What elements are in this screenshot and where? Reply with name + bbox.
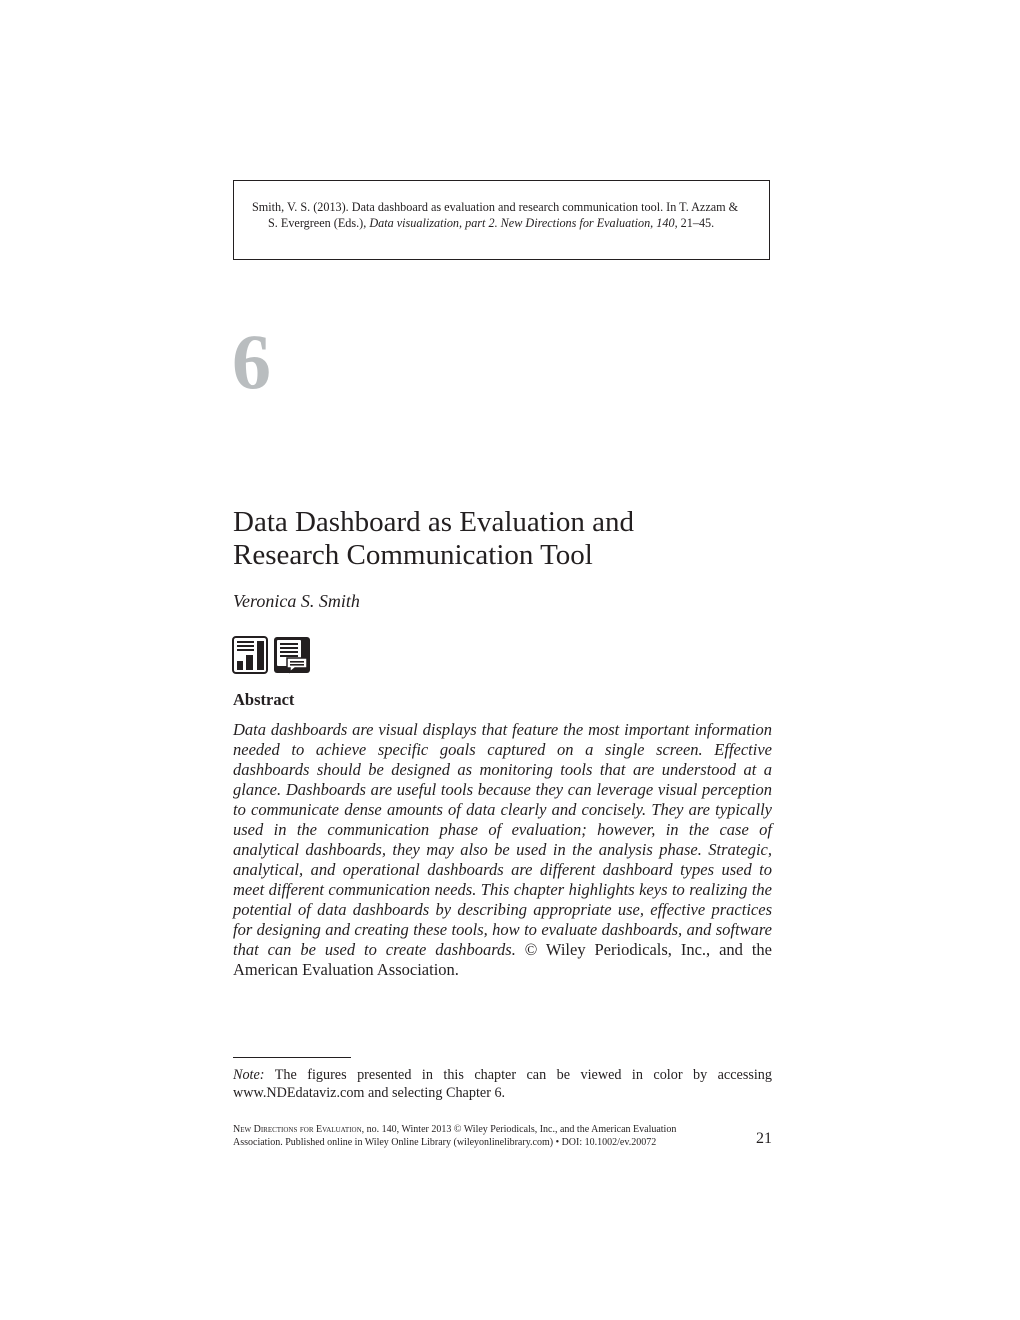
abstract-heading: Abstract xyxy=(233,690,295,709)
footnote-divider xyxy=(233,1057,351,1058)
footer-journal-name: New Directions for Evaluation xyxy=(233,1124,362,1135)
citation-pages: , 21–45. xyxy=(674,216,715,230)
chapter-title xyxy=(233,506,793,572)
footer-details: , no. 140, Winter 2013 © Wiley Periodicals, Inc., and the American Evaluation Association. Published online in Wiley Online Library (wileyonlinelibrary.com) • DOI: 10.1002/ev.20072 xyxy=(233,1124,677,1148)
chapter-author: Veronica S. Smith xyxy=(233,591,360,611)
chapter-title-line-2: Research Communication Tool xyxy=(233,539,593,571)
citation-source: Data visualization, part 2. New Directions for Evaluation, 140 xyxy=(369,216,675,230)
page-footer xyxy=(233,1124,772,1154)
citation-box xyxy=(233,180,770,260)
footnote-text: The figures presented in this chapter can be viewed in color by accessing www.NDEdataviz.com and selecting Chapter 6. xyxy=(233,1067,772,1101)
footer-publication-info xyxy=(233,1124,723,1149)
page-number: 21 xyxy=(756,1130,772,1147)
citation-authors: Smith, V. S. (2013). Data dashboard as evaluation and research communication tool. In T. Azzam & S. Evergreen (Eds.), xyxy=(252,200,739,230)
abstract-body xyxy=(233,720,772,980)
abstract-text: Data dashboards are visual displays that feature the most important information needed to achieve specific goals captured on a single screen. Effective dashboards should be designed as monitoring tools that are understood at a glance. Dashboards are useful tools because they can leverage visual perception to communicate dense amounts of data clearly and concisely. They are typically used in the communication phase of evaluation; however, in the case of analytical dashboards, they may also be used in the analysis phase. Strategic, analytical, and operational dashboards are different dashboard types used to meet different communication needs. This chapter highlights keys to realizing the potential of data dashboards by describing appropriate use, effective practices for designing and creating these tools, how to evaluate dashboards, and software that can be used to create dashboards. xyxy=(233,720,772,959)
chapter-number: 6 xyxy=(232,318,271,405)
chapter-icons xyxy=(232,636,311,674)
chapter-title-line-1: Data Dashboard as Evaluation and xyxy=(233,506,635,538)
citation-text xyxy=(252,199,751,231)
bar-chart-document-icon xyxy=(232,636,268,674)
footnote-label: Note: xyxy=(233,1067,265,1083)
speech-bubble-document-icon xyxy=(273,636,311,674)
abstract-copyright: © Wiley Periodicals, Inc., and the American Evaluation Association. xyxy=(233,940,772,979)
footnote xyxy=(233,1066,772,1102)
